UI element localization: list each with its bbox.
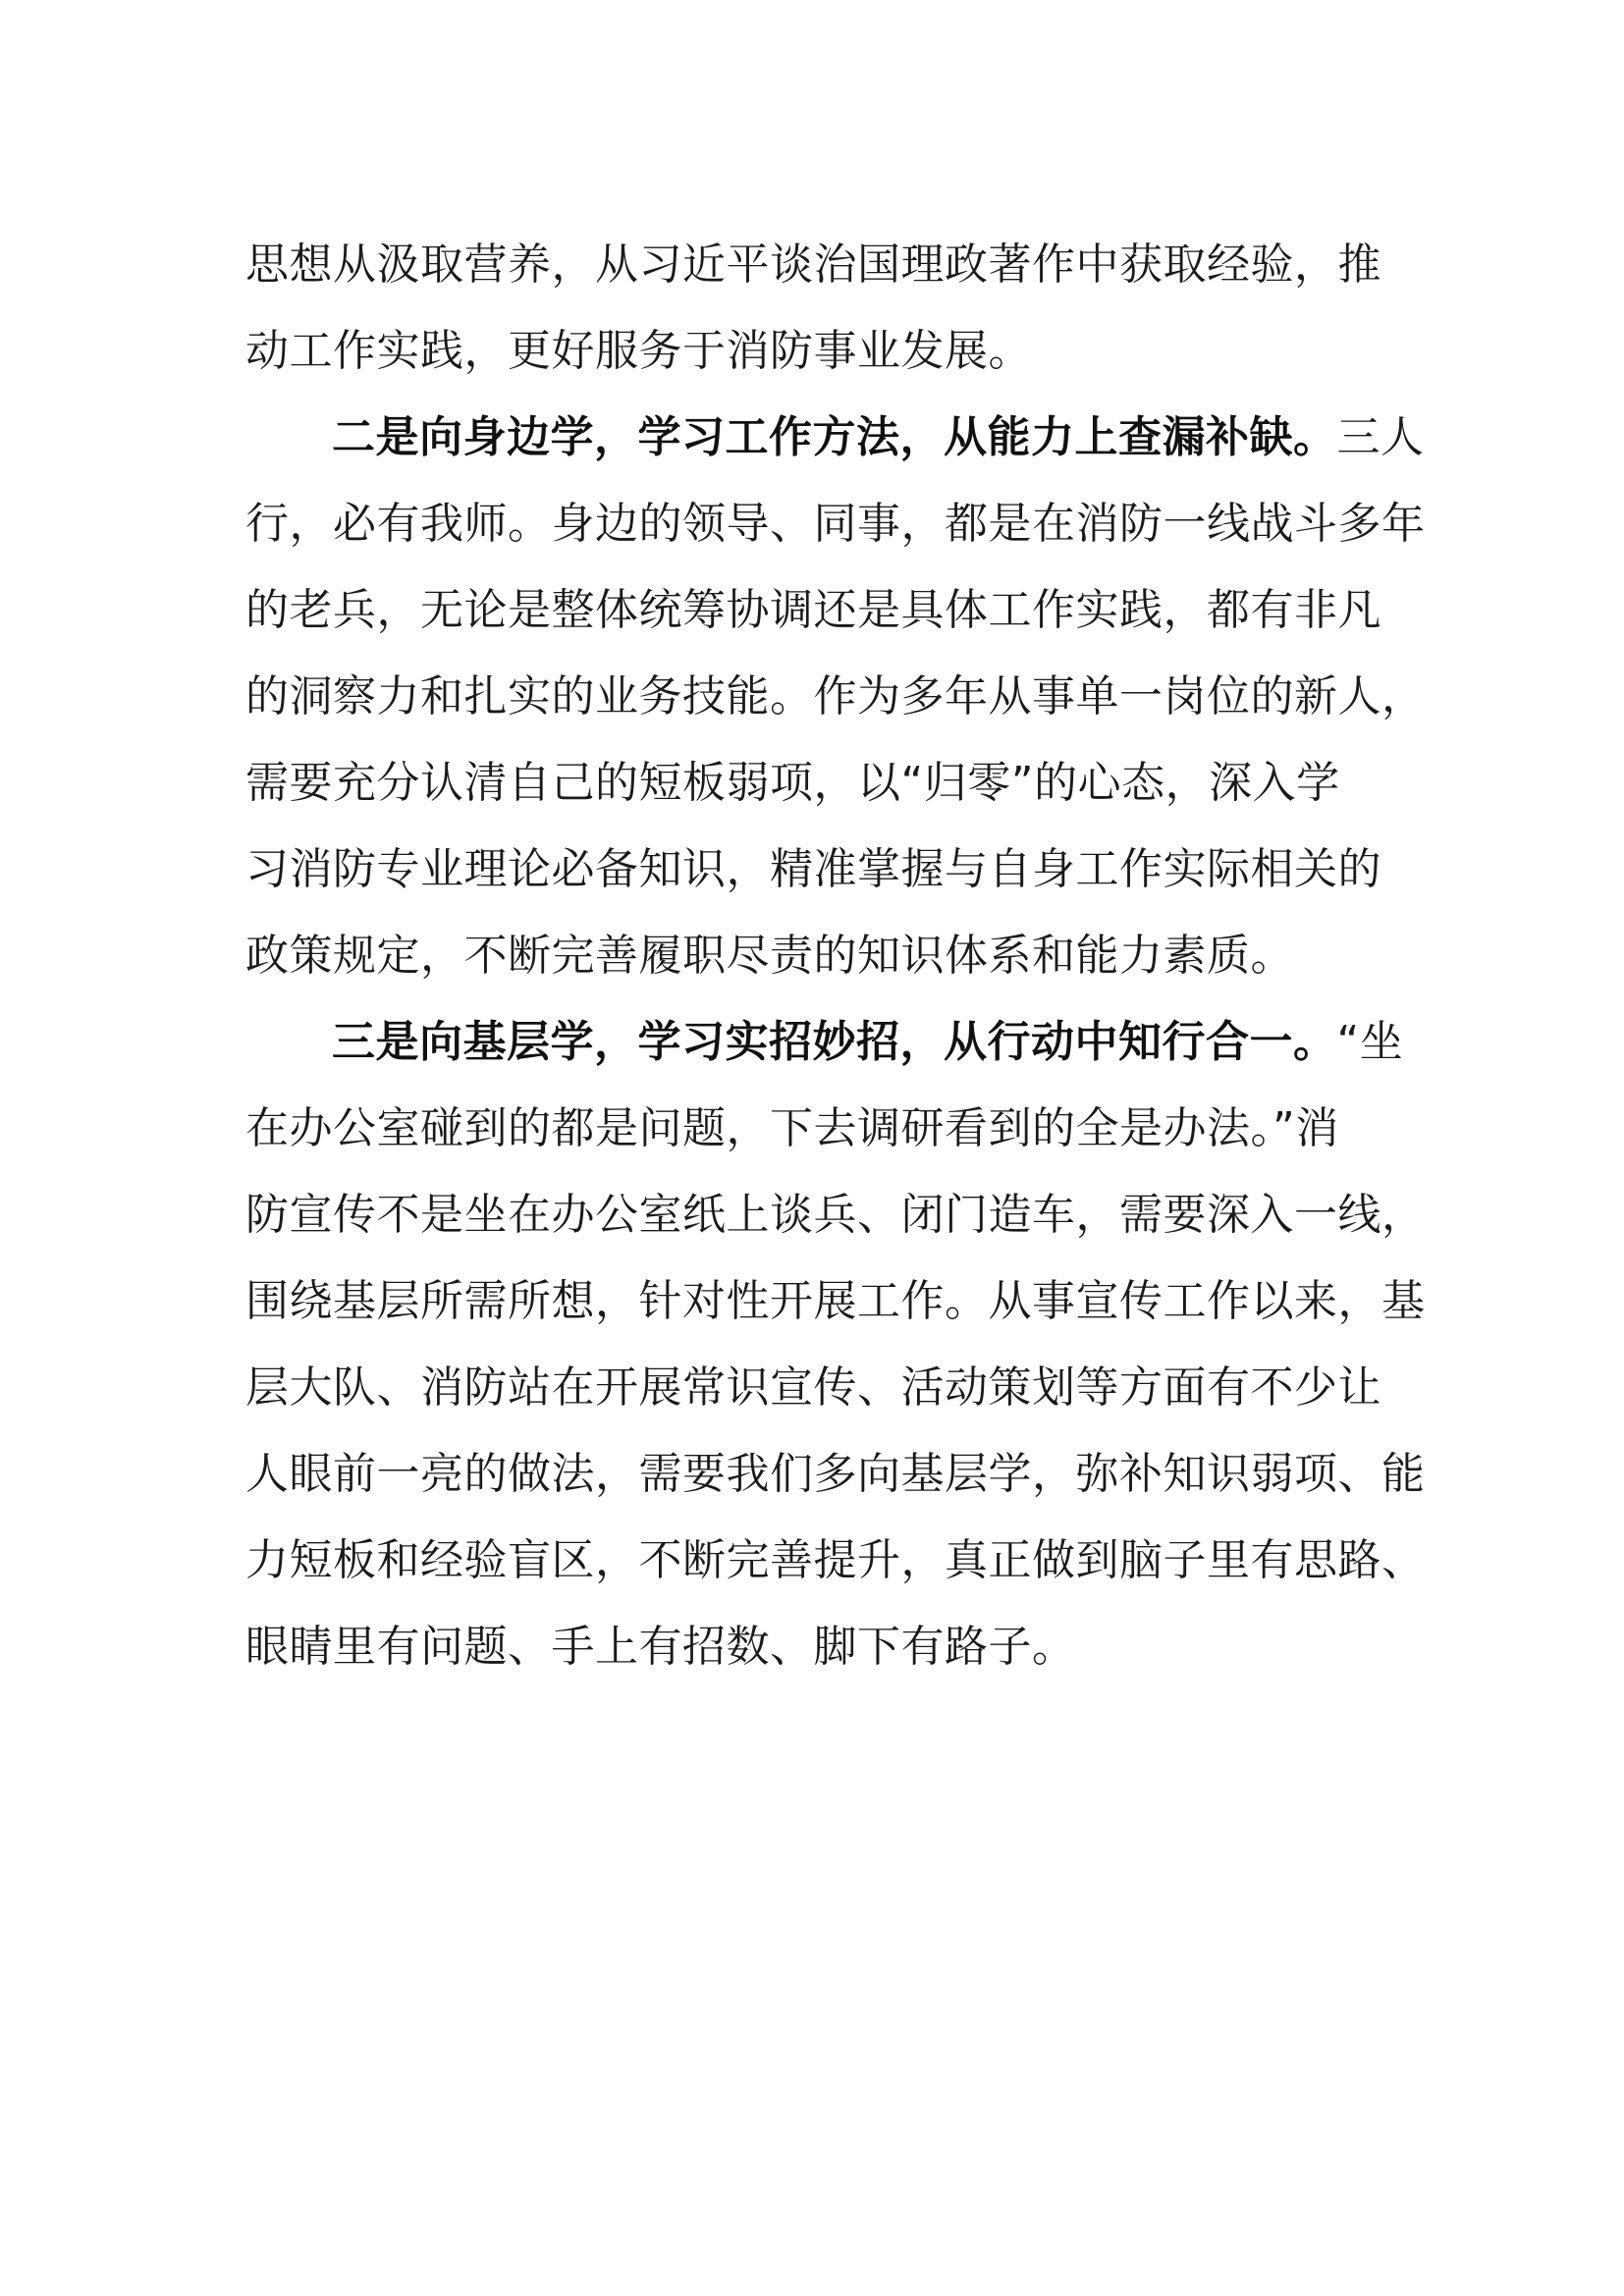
- document-body: [245, 222, 1426, 1690]
- paragraph-line: 思想从汲取营养，从习近平谈治国理政著作中获取经验，推: [245, 240, 1381, 290]
- paragraph-lead: 三是向基层学，学习实招妙招，从行动中知行合一。: [332, 1017, 1337, 1067]
- paragraph-line: 力短板和经验盲区，不断完善提升，真正做到脑子里有思路、: [245, 1535, 1426, 1585]
- paragraph-line: 围绕基层所需所想，针对性开展工作。从事宣传工作以来，基: [245, 1276, 1426, 1326]
- paragraph-line: 政策规定，不断完善履职尽责的知识体系和能力素质。: [245, 931, 1294, 981]
- paragraph-first-line: [245, 999, 1404, 1086]
- paragraph-line: 习消防专业理论必备知识，精准掌握与自身工作实际相关的: [245, 844, 1381, 894]
- paragraph-line: 的老兵，无论是整体统筹协调还是具体工作实践，都有非凡: [245, 585, 1381, 635]
- paragraph-line: 眼睛里有问题、手上有招数、脚下有路子。: [245, 1622, 1076, 1672]
- paragraph-1: [245, 222, 1404, 395]
- paragraph-line: 在办公室碰到的都是问题，下去调研看到的全是办法。”消: [245, 1103, 1339, 1153]
- paragraph-line: 动工作实践，更好服务于消防事业发展。: [245, 326, 1032, 376]
- paragraph-3: [245, 999, 1426, 1690]
- paragraph-line: 的洞察力和扎实的业务技能。作为多年从事单一岗位的新人，: [245, 671, 1426, 721]
- paragraph-line: 防宣传不是坐在办公室纸上谈兵、闭门造车，需要深入一线，: [245, 1190, 1426, 1240]
- paragraph-line: 层大队、消防站在开展常识宣传、活动策划等方面有不少让: [245, 1362, 1381, 1413]
- paragraph-lead-rest: “坐: [1336, 1017, 1404, 1067]
- paragraph-2: [245, 395, 1426, 999]
- paragraph-lead: 二是向身边学，学习工作方法，从能力上查漏补缺。: [332, 412, 1337, 462]
- paragraph-line: 需要充分认清自己的短板弱项，以“归零”的心态，深入学: [245, 758, 1340, 808]
- paragraph-lead-rest: 三人: [1336, 412, 1425, 462]
- paragraph-line: 人眼前一亮的做法，需要我们多向基层学，弥补知识弱项、能: [245, 1449, 1426, 1499]
- paragraph-first-line: [245, 395, 1425, 481]
- paragraph-line: 行，必有我师。身边的领导、同事，都是在消防一线战斗多年: [245, 499, 1426, 549]
